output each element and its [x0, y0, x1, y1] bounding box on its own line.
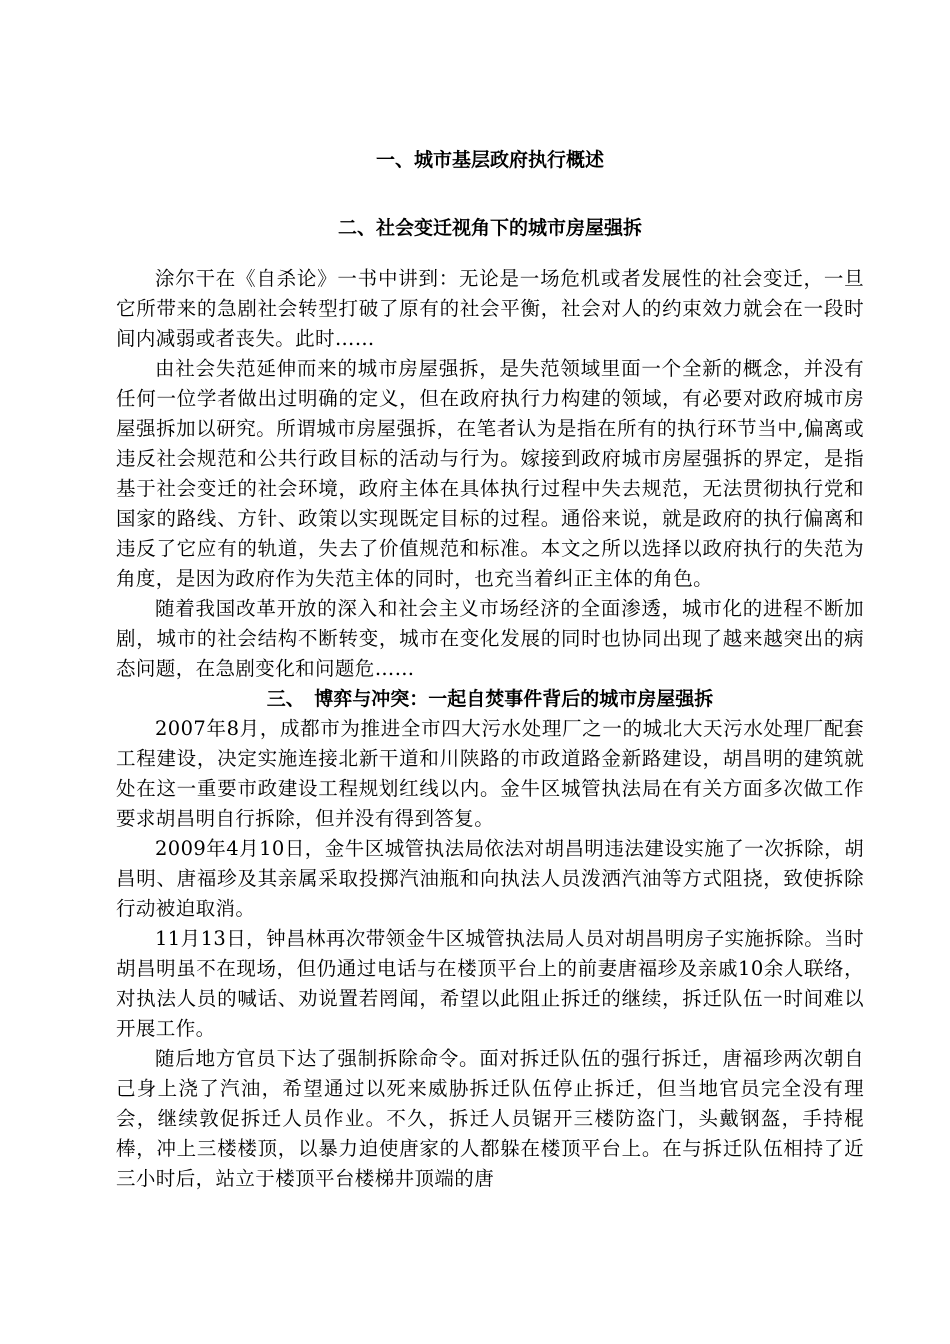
paragraph: 随着我国改革开放的深入和社会主义市场经济的全面渗透，城市化的进程不断加剧，城市的社会结构不断转变，城市在变化发展的同时也协同出现了越来越突出的病态问题，在急剧变化和问题危……: [116, 597, 864, 680]
paragraph: 涂尔干在《自杀论》一书中讲到：无论是一场危机或者发展性的社会变迁，一旦它所带来的急剧社会转型打破了原有的社会平衡，社会对人的约束效力就会在一段时间内减弱或者丧失。此时……: [116, 267, 864, 350]
paragraph: 由社会失范延伸而来的城市房屋强拆，是失范领域里面一个全新的概念，并没有任何一位学者做出过明确的定义，但在政府执行力构建的领域，有必要对政府城市房屋强拆加以研究。所谓城市房屋强拆，在笔者认为是指在所有的执行环节当中,偏离或违反社会规范和公共行政目标的活动与行为。嫁接到政府城市房屋强拆的界定，是指基于社会变迁的社会环境，政府主体在具体执行过程中失去规范，无法贯彻执行党和国家的路线、方针、政策以实现既定目标的过程。通俗来说，就是政府的执行偏离和违反了它应有的轨道，失去了价值规范和标准。本文之所以选择以政府执行的失范为角度，是因为政府作为失范主体的同时，也充当着纠正主体的角色。: [116, 357, 864, 590]
section-heading-1: 一、城市基层政府执行概述: [375, 149, 604, 171]
document-page: [116, 146, 864, 1194]
section-heading-3: 三、 博弈与冲突：一起自焚事件背后的城市房屋强拆: [266, 688, 714, 710]
paragraph: 2009年4月10日，金牛区城管执法局依法对胡昌明违法建设实施了一次拆除，胡昌明、唐福珍及其亲属采取投掷汽油瓶和向执法人员泼洒汽油等方式阻挠，致使拆除行动被迫取消。: [116, 837, 864, 920]
paragraph: 11月13日，钟昌林再次带领金牛区城管执法局人员对胡昌明房子实施拆除。当时胡昌明虽不在现场，但仍通过电话与在楼顶平台上的前妻唐福珍及亲戚10余人联络，对执法人员的喊话、劝说置若罔闻，希望以此阻止拆迁的继续，拆迁队伍一时间难以开展工作。: [116, 927, 864, 1040]
paragraph: 随后地方官员下达了强制拆除命令。面对拆迁队伍的强行拆迁，唐福珍两次朝自己身上浇了汽油，希望通过以死来威胁拆迁队伍停止拆迁，但当地官员完全没有理会，继续敦促拆迁人员作业。不久，拆迁人员锯开三楼防盗门，头戴钢盔，手持棍棒，冲上三楼楼顶，以暴力迫使唐家的人都躲在楼顶平台上。在与拆迁队伍相持了近三小时后，站立于楼顶平台楼梯井顶端的唐: [116, 1047, 864, 1190]
section-heading-2: 二、社会变迁视角下的城市房屋强拆: [337, 217, 642, 239]
paragraph: 2007年8月，成都市为推进全市四大污水处理厂之一的城北大天污水处理厂配套工程建设，决定实施连接北新干道和川陕路的市政道路金新路建设，胡昌明的建筑就处在这一重要市政建设工程规划红线以内。金牛区城管执法局在有关方面多次做工作要求胡昌明自行拆除，但并没有得到答复。: [116, 717, 864, 830]
